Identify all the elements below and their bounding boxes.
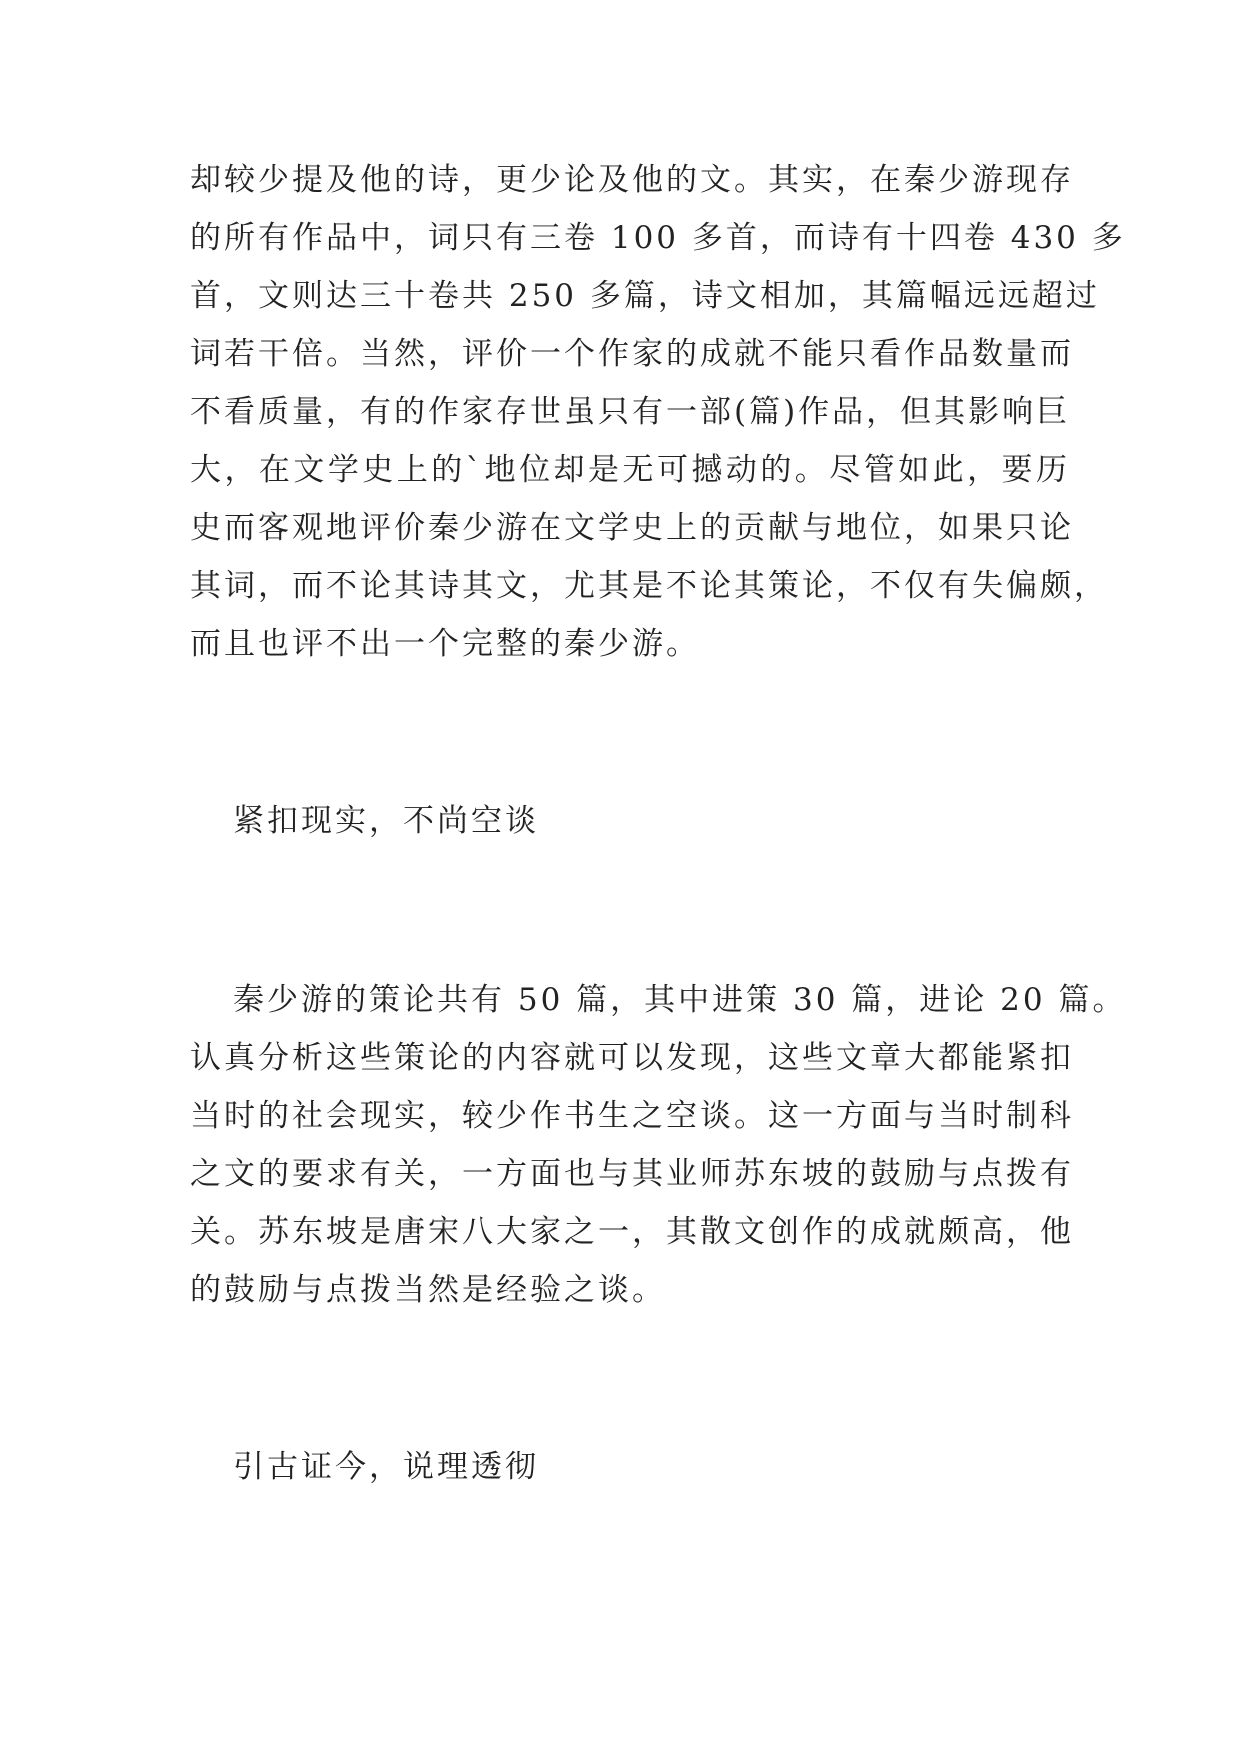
paragraph-2-line-2: 认真分析这些策论的内容就可以发现，这些文章大都能紧扣 [190, 1040, 1074, 1076]
paragraph-1-line-3: 首，文则达三十卷共 250 多篇，诗文相加，其篇幅远远超过 [190, 278, 1100, 314]
paragraph-2-line-4: 之文的要求有关，一方面也与其业师苏东坡的鼓励与点拨有 [190, 1156, 1074, 1192]
paragraph-1-line-7: 史而客观地评价秦少游在文学史上的贡献与地位，如果只论 [190, 510, 1074, 546]
section-heading-1: 紧扣现实，不尚空谈 [233, 803, 539, 839]
paragraph-1-line-5: 不看质量，有的作家存世虽只有一部(篇)作品，但其影响巨 [190, 394, 1071, 430]
paragraph-1-line-1: 却较少提及他的诗，更少论及他的文。其实，在秦少游现存 [190, 162, 1074, 198]
paragraph-1-line-9: 而且也评不出一个完整的秦少游。 [190, 626, 700, 662]
paragraph-2-line-5: 关。苏东坡是唐宋八大家之一，其散文创作的成就颇高，他 [190, 1214, 1074, 1250]
paragraph-2-line-6: 的鼓励与点拨当然是经验之谈。 [190, 1272, 666, 1308]
paragraph-1-line-8: 其词，而不论其诗其文，尤其是不论其策论，不仅有失偏颇， [190, 568, 1108, 604]
paragraph-1-line-2: 的所有作品中，词只有三卷 100 多首，而诗有十四卷 430 多 [190, 220, 1126, 256]
paragraph-2-line-1: 秦少游的策论共有 50 篇，其中进策 30 篇，进论 20 篇。 [233, 982, 1127, 1018]
paragraph-2-line-3: 当时的社会现实，较少作书生之空谈。这一方面与当时制科 [190, 1098, 1074, 1134]
section-heading-2: 引古证今，说理透彻 [233, 1449, 539, 1485]
paragraph-1-line-6: 大，在文学史上的`地位却是无可撼动的。尽管如此，要历 [190, 452, 1070, 488]
paragraph-1-line-4: 词若干倍。当然，评价一个作家的成就不能只看作品数量而 [190, 336, 1074, 372]
